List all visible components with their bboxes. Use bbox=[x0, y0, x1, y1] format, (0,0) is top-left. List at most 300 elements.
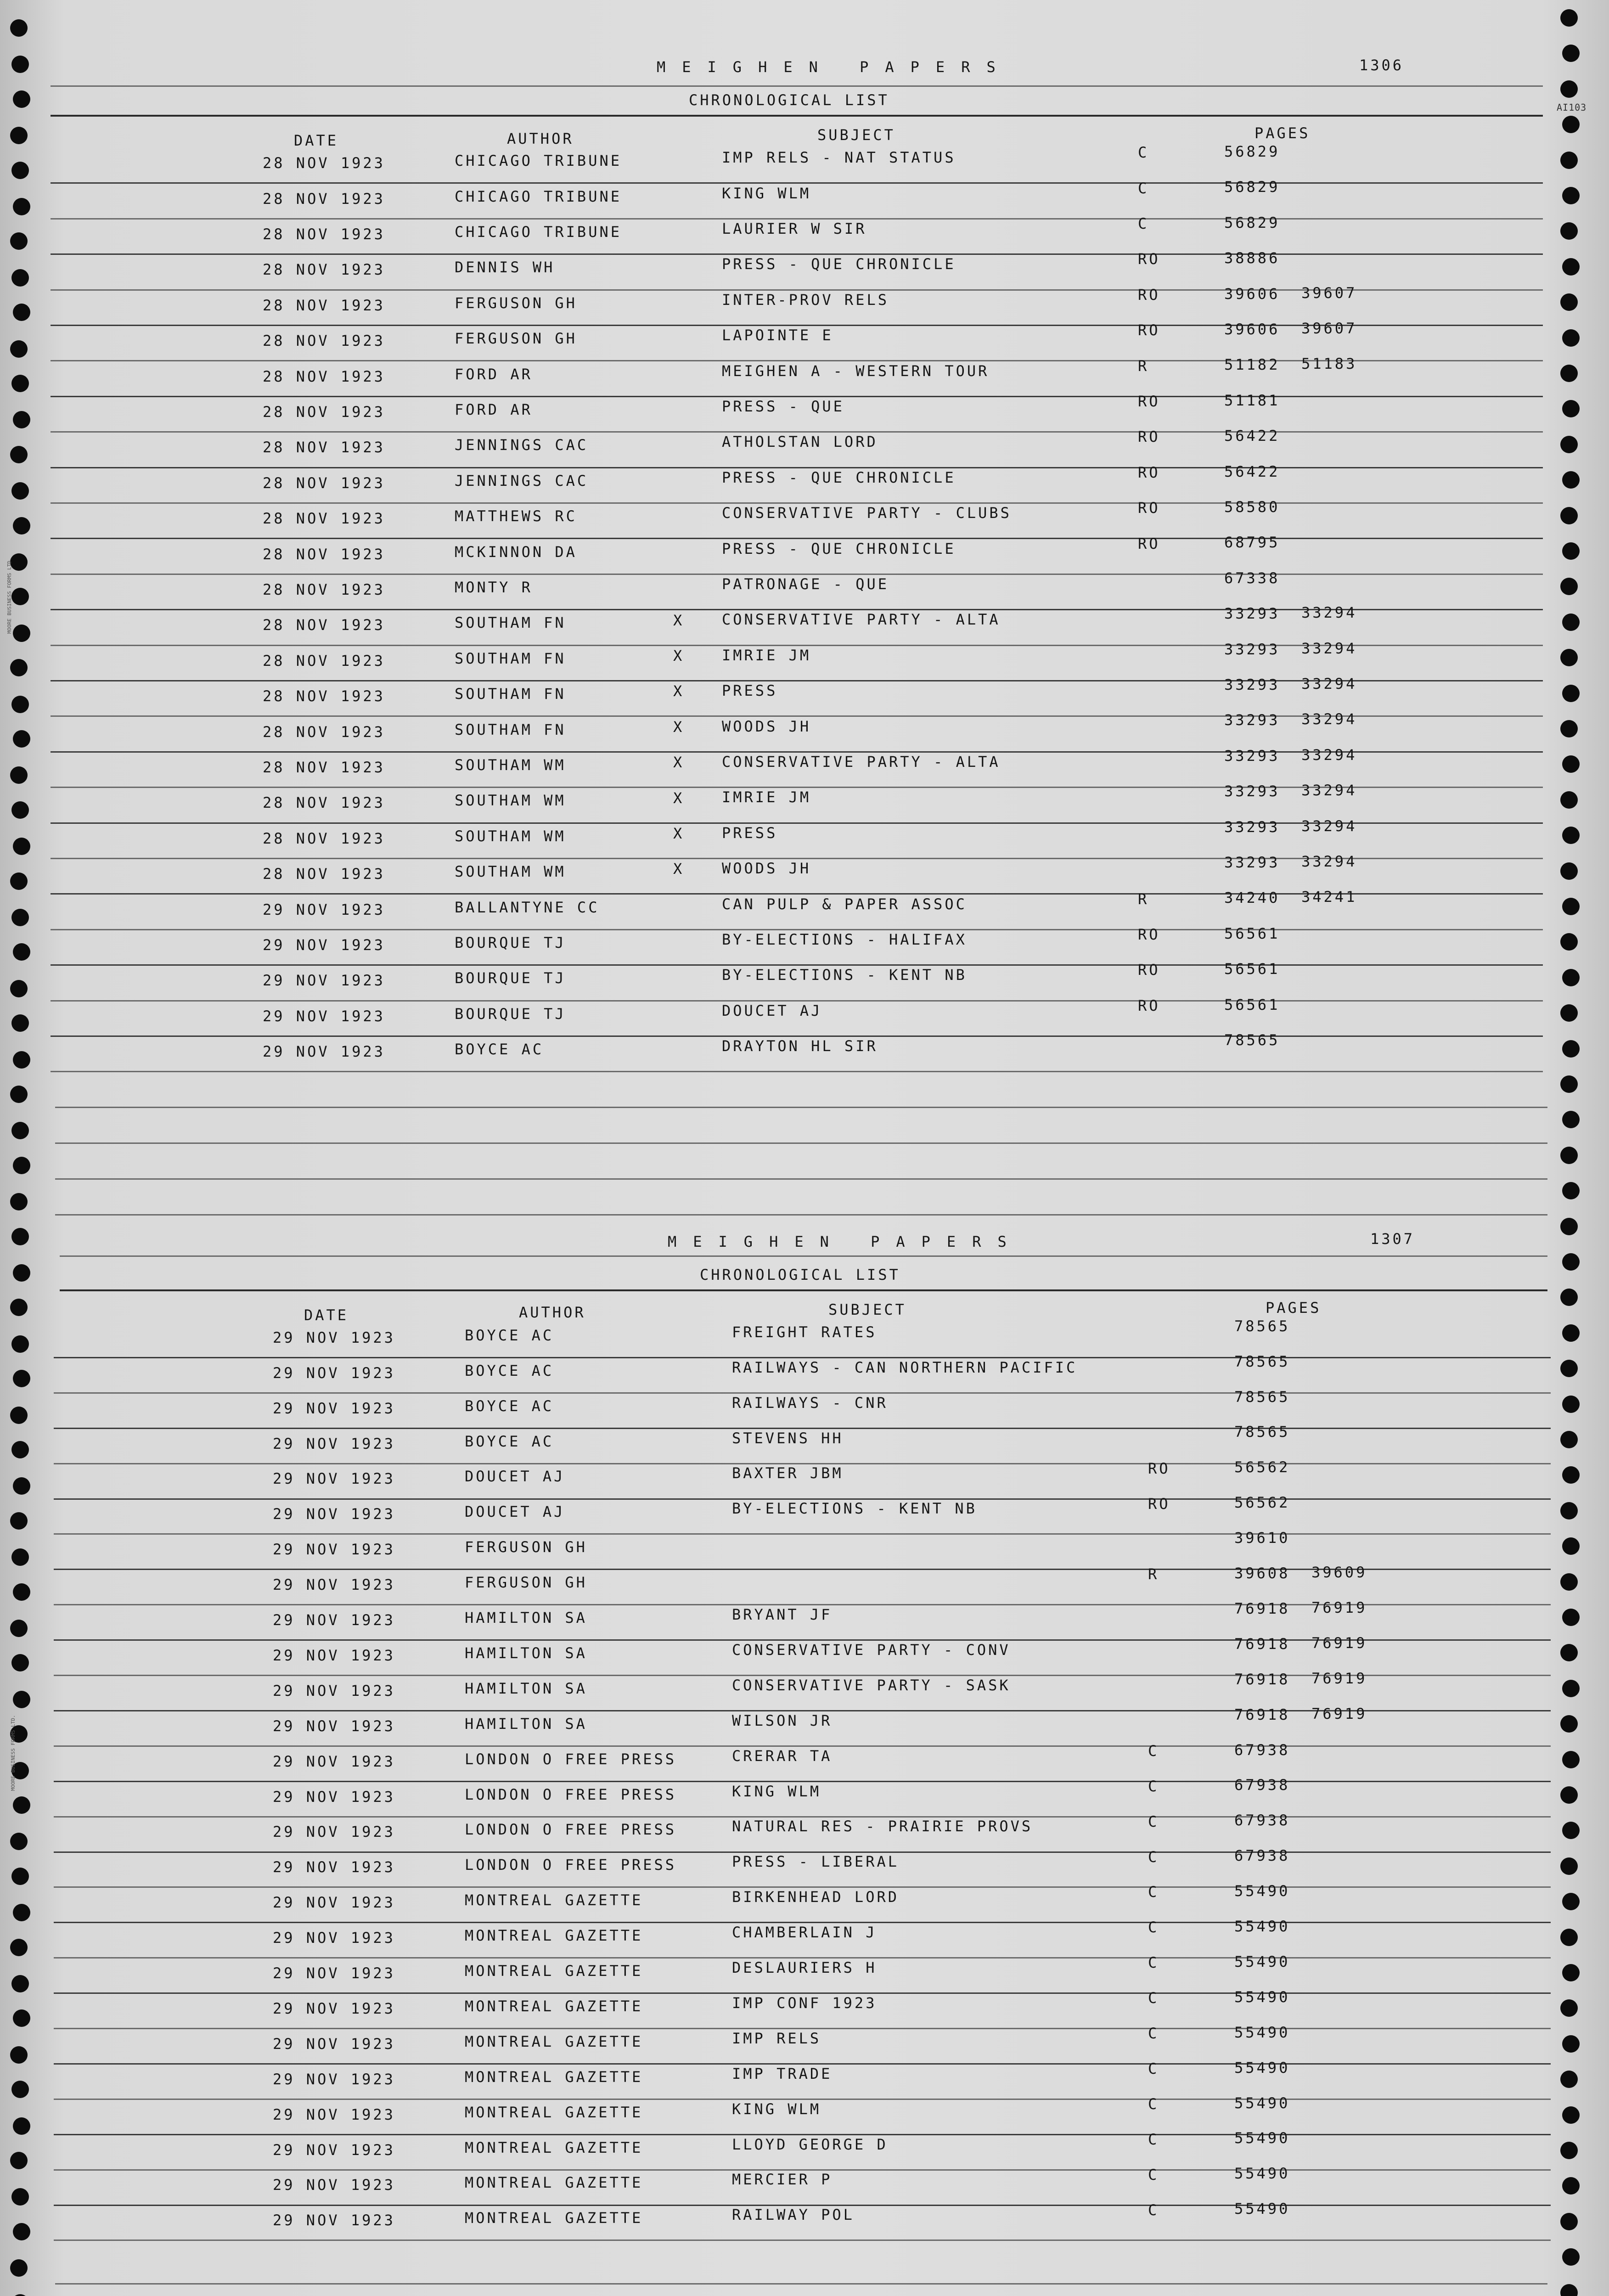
cell-date: 29 NOV 1923 bbox=[263, 972, 385, 990]
cell-author: BOYCE AC bbox=[465, 1432, 554, 1450]
cell-subject: BIRKENHEAD LORD bbox=[732, 1888, 899, 1906]
cell-page-start: 78565 bbox=[1234, 1388, 1290, 1406]
feed-hole bbox=[13, 1157, 30, 1174]
row-rule bbox=[54, 1816, 1551, 1818]
cell-author: MONTREAL GAZETTE bbox=[465, 2103, 643, 2121]
cell-page-start: 78565 bbox=[1224, 1031, 1280, 1049]
cell-date: 28 NOV 1923 bbox=[263, 687, 385, 705]
cell-date: 29 NOV 1923 bbox=[273, 1823, 395, 1841]
cell-page-start: 51181 bbox=[1224, 391, 1280, 409]
cell-author: FORD AR bbox=[455, 400, 533, 418]
cell-code: C bbox=[1148, 1954, 1159, 1972]
row-rule bbox=[54, 1498, 1551, 1500]
feed-hole bbox=[10, 446, 28, 463]
feed-hole bbox=[11, 269, 29, 287]
cell-subject: BRYANT JF bbox=[732, 1606, 833, 1624]
cell-subject: PRESS - LIBERAL bbox=[732, 1853, 899, 1871]
cell-page-end: 51183 bbox=[1301, 355, 1357, 373]
row-rule bbox=[51, 538, 1543, 539]
cell-page-start: 33293 bbox=[1224, 747, 1280, 765]
row-rule bbox=[54, 1745, 1551, 1747]
cell-date: 29 NOV 1923 bbox=[273, 1646, 395, 1664]
cell-flag: X bbox=[673, 860, 685, 878]
feed-hole bbox=[13, 1796, 30, 1814]
row-rule bbox=[54, 1851, 1551, 1853]
feed-hole bbox=[1560, 1786, 1578, 1804]
cell-page-start: 55490 bbox=[1234, 2094, 1290, 2112]
cell-author: SOUTHAM WM bbox=[455, 827, 566, 845]
cell-date: 29 NOV 1923 bbox=[273, 1328, 395, 1346]
cell-subject: IMRIE JM bbox=[722, 646, 811, 664]
feed-hole bbox=[1562, 1537, 1580, 1555]
cell-flag: X bbox=[673, 754, 685, 771]
feed-hole bbox=[13, 2009, 30, 2027]
cell-author: HAMILTON SA bbox=[465, 1609, 587, 1627]
cell-page-start: 78565 bbox=[1234, 1352, 1290, 1370]
feed-hole bbox=[11, 1335, 29, 1353]
feed-hole bbox=[1560, 9, 1578, 27]
col-header-subject: SUBJECT bbox=[817, 126, 895, 144]
cell-page-start: 68795 bbox=[1224, 534, 1280, 551]
cell-author: MONTREAL GAZETTE bbox=[465, 1962, 643, 1980]
feed-hole bbox=[1562, 969, 1580, 986]
feed-hole bbox=[13, 304, 30, 321]
cell-page-start: 39606 bbox=[1224, 285, 1280, 303]
feed-hole bbox=[1560, 1431, 1578, 1448]
right-tractor-holes bbox=[1560, 0, 1588, 2296]
feed-hole bbox=[1560, 293, 1578, 311]
header-rule bbox=[51, 85, 1543, 87]
cell-date: 28 NOV 1923 bbox=[263, 616, 385, 634]
cell-subject: DOUCET AJ bbox=[722, 1002, 822, 1019]
cell-subject: NATURAL RES - PRAIRIE PROVS bbox=[732, 1818, 1033, 1835]
feed-hole bbox=[10, 980, 28, 997]
row-rule bbox=[54, 2099, 1551, 2100]
cell-flag: X bbox=[673, 647, 685, 664]
row-rule bbox=[51, 218, 1543, 219]
feed-hole bbox=[1562, 1680, 1580, 1697]
cell-code: C bbox=[1138, 215, 1149, 233]
feed-hole bbox=[1560, 1929, 1578, 1946]
row-rule bbox=[54, 1886, 1551, 1888]
cell-author: CHICAGO TRIBUNE bbox=[455, 223, 622, 241]
cell-date: 29 NOV 1923 bbox=[273, 1752, 395, 1770]
cell-code: RO bbox=[1138, 499, 1160, 517]
cell-date: 29 NOV 1923 bbox=[273, 2035, 395, 2053]
feed-hole bbox=[1562, 542, 1580, 560]
section-title: MEIGHEN PAPERS bbox=[668, 1233, 1023, 1250]
cell-author: LONDON O FREE PRESS bbox=[465, 1821, 677, 1839]
cell-date: 29 NOV 1923 bbox=[273, 1611, 395, 1629]
feed-hole bbox=[13, 411, 30, 428]
feed-hole bbox=[10, 659, 28, 676]
feed-hole bbox=[10, 2152, 28, 2169]
feed-hole bbox=[1562, 1609, 1580, 1626]
cell-author: CHICAGO TRIBUNE bbox=[455, 152, 622, 170]
feed-hole bbox=[10, 19, 28, 37]
cell-author: FERGUSON GH bbox=[465, 1538, 587, 1556]
cell-date: 29 NOV 1923 bbox=[273, 1399, 395, 1417]
cell-author: MONTREAL GAZETTE bbox=[465, 2174, 643, 2192]
cell-date: 28 NOV 1923 bbox=[263, 403, 385, 421]
section-title: MEIGHEN PAPERS bbox=[657, 58, 1012, 76]
cell-subject: PRESS bbox=[722, 824, 778, 842]
list-subtitle: CHRONOLOGICAL LIST bbox=[689, 91, 889, 109]
feed-hole bbox=[10, 127, 28, 144]
cell-page-start: 56562 bbox=[1234, 1494, 1290, 1512]
row-rule bbox=[54, 1781, 1551, 1782]
cell-page-start: 55490 bbox=[1234, 2200, 1290, 2218]
cell-author: HAMILTON SA bbox=[465, 1679, 587, 1697]
cell-author: SOUTHAM WM bbox=[455, 756, 566, 774]
blank-rule bbox=[55, 1178, 1547, 1180]
cell-date: 28 NOV 1923 bbox=[263, 829, 385, 847]
cell-page-end: 34241 bbox=[1301, 888, 1357, 906]
row-rule bbox=[51, 1071, 1543, 1072]
cell-author: HAMILTON SA bbox=[465, 1715, 587, 1733]
cell-code: C bbox=[1148, 1919, 1159, 1936]
cell-date: 29 NOV 1923 bbox=[273, 1999, 395, 2017]
cell-subject: PRESS - QUE bbox=[722, 397, 844, 415]
feed-hole bbox=[1562, 2248, 1580, 2266]
feed-hole bbox=[1560, 578, 1578, 595]
cell-code: R bbox=[1138, 357, 1149, 375]
cell-date: 29 NOV 1923 bbox=[273, 1964, 395, 1982]
cell-author: CHICAGO TRIBUNE bbox=[455, 187, 622, 205]
row-rule bbox=[51, 467, 1543, 468]
col-header-author: AUTHOR bbox=[519, 1304, 586, 1321]
row-rule bbox=[51, 1035, 1543, 1037]
cell-subject: BY-ELECTIONS - HALIFAX bbox=[722, 930, 967, 948]
cell-author: SOUTHAM WM bbox=[455, 792, 566, 810]
cell-date: 29 NOV 1923 bbox=[273, 1929, 395, 1947]
cell-author: MONTY R bbox=[455, 578, 533, 596]
feed-hole bbox=[1562, 2106, 1580, 2124]
feed-hole bbox=[11, 1548, 29, 1566]
cell-author: BOYCE AC bbox=[465, 1397, 554, 1415]
feed-hole bbox=[10, 2259, 28, 2277]
cell-author: JENNINGS CAC bbox=[455, 472, 589, 490]
cell-subject: CONSERVATIVE PARTY - ALTA bbox=[722, 753, 1001, 771]
cell-subject: IMP CONF 1923 bbox=[732, 1994, 877, 2012]
row-rule bbox=[54, 2240, 1551, 2241]
cell-author: BOURQUE TJ bbox=[455, 1005, 566, 1023]
cell-author: LONDON O FREE PRESS bbox=[465, 1856, 677, 1874]
cell-page-start: 67938 bbox=[1234, 1741, 1290, 1759]
cell-page-start: 33293 bbox=[1224, 854, 1280, 871]
cell-code: RO bbox=[1138, 393, 1160, 411]
feed-hole bbox=[1562, 329, 1580, 347]
row-rule bbox=[54, 2205, 1551, 2206]
cell-subject: BY-ELECTIONS - KENT NB bbox=[722, 966, 967, 984]
cell-date: 28 NOV 1923 bbox=[263, 261, 385, 279]
feed-hole bbox=[13, 198, 30, 215]
subtitle-rule bbox=[60, 1289, 1547, 1291]
blank-rule bbox=[55, 1142, 1547, 1144]
cell-page-start: 55490 bbox=[1234, 2059, 1290, 2077]
feed-hole bbox=[1562, 898, 1580, 915]
feed-hole bbox=[13, 2223, 30, 2240]
feed-hole bbox=[1560, 1218, 1578, 1235]
cell-page-start: 76918 bbox=[1234, 1599, 1290, 1617]
blank-rule bbox=[55, 1107, 1547, 1108]
cell-page-start: 76918 bbox=[1234, 1670, 1290, 1688]
feed-hole bbox=[1560, 1360, 1578, 1377]
feed-hole bbox=[1560, 2213, 1578, 2230]
feed-hole bbox=[11, 909, 29, 926]
cell-date: 29 NOV 1923 bbox=[273, 2105, 395, 2123]
cell-subject: PRESS - QUE CHRONICLE bbox=[722, 468, 956, 486]
feed-hole bbox=[1562, 116, 1580, 133]
feed-hole bbox=[1562, 1466, 1580, 1484]
row-rule bbox=[54, 1922, 1551, 1923]
edge-imprint: MOORE BUSINESS FORMS LTD. bbox=[6, 557, 12, 634]
feed-hole bbox=[1562, 187, 1580, 204]
cell-page-start: 55490 bbox=[1234, 1918, 1290, 1936]
feed-hole bbox=[10, 1193, 28, 1210]
cell-page-start: 56829 bbox=[1224, 178, 1280, 196]
cell-page-start: 56422 bbox=[1224, 427, 1280, 445]
cell-page-start: 78565 bbox=[1234, 1423, 1290, 1441]
blank-rule bbox=[55, 2283, 1547, 2285]
cell-subject: INTER-PROV RELS bbox=[722, 291, 889, 309]
cell-author: DOUCET AJ bbox=[465, 1468, 565, 1486]
cell-author: MONTREAL GAZETTE bbox=[465, 1997, 643, 2015]
cell-subject: CONSERVATIVE PARTY - CLUBS bbox=[722, 504, 1012, 522]
cell-subject: LAURIER W SIR bbox=[722, 219, 867, 237]
cell-date: 28 NOV 1923 bbox=[263, 545, 385, 563]
cell-subject: KING WLM bbox=[732, 1782, 821, 1800]
feed-hole bbox=[13, 1477, 30, 1495]
cell-code: RO bbox=[1138, 428, 1160, 446]
cell-author: MATTHEWS RC bbox=[455, 507, 577, 525]
cell-subject: PATRONAGE - QUE bbox=[722, 575, 889, 593]
edge-imprint-lower: MOORE BUSINESS FORMS LTD. bbox=[10, 1715, 16, 1791]
feed-hole bbox=[11, 1014, 29, 1032]
feed-hole bbox=[1560, 365, 1578, 382]
feed-hole bbox=[11, 1868, 29, 1885]
cell-date: 29 NOV 1923 bbox=[273, 1717, 395, 1735]
cell-page-start: 67938 bbox=[1234, 1812, 1290, 1829]
cell-code: C bbox=[1148, 1812, 1159, 1830]
feed-hole bbox=[1560, 2284, 1578, 2296]
cell-code: RO bbox=[1148, 1495, 1170, 1513]
cell-page-start: 67938 bbox=[1234, 1776, 1290, 1794]
cell-subject: KING WLM bbox=[722, 184, 811, 202]
cell-code: C bbox=[1148, 2095, 1159, 2113]
cell-subject: RAILWAYS - CNR bbox=[732, 1394, 888, 1412]
cell-code: C bbox=[1148, 2025, 1159, 2042]
cell-code: R bbox=[1138, 890, 1149, 908]
cell-page-end: 33294 bbox=[1301, 675, 1357, 692]
cell-author: HAMILTON SA bbox=[465, 1644, 587, 1662]
row-rule bbox=[51, 964, 1543, 966]
cell-page-start: 67938 bbox=[1234, 1847, 1290, 1865]
cell-subject: KING WLM bbox=[732, 2100, 821, 2118]
cell-code: C bbox=[1148, 1989, 1159, 2007]
feed-hole bbox=[1560, 80, 1578, 98]
feed-hole bbox=[1560, 1573, 1578, 1591]
cell-code: RO bbox=[1138, 996, 1160, 1014]
row-rule bbox=[54, 1463, 1551, 1464]
feed-hole bbox=[1562, 755, 1580, 773]
cell-page-start: 51182 bbox=[1224, 356, 1280, 374]
cell-subject: PRESS - QUE CHRONICLE bbox=[722, 255, 956, 273]
feed-hole bbox=[1560, 436, 1578, 453]
feed-hole bbox=[11, 375, 29, 392]
cell-subject: RAILWAYS - CAN NORTHERN PACIFIC bbox=[732, 1358, 1078, 1376]
cell-author: BOYCE AC bbox=[455, 1041, 544, 1058]
feed-hole bbox=[11, 801, 29, 819]
feed-hole bbox=[13, 90, 30, 108]
feed-hole bbox=[1562, 613, 1580, 631]
cell-code: C bbox=[1148, 2166, 1159, 2183]
feed-hole bbox=[13, 1691, 30, 1708]
cell-code: RO bbox=[1138, 926, 1160, 944]
cell-page-start: 33293 bbox=[1224, 605, 1280, 623]
cell-subject: CONSERVATIVE PARTY - ALTA bbox=[722, 611, 1001, 629]
feed-hole bbox=[1560, 1502, 1578, 1519]
feed-hole bbox=[11, 1654, 29, 1671]
feed-hole bbox=[1560, 649, 1578, 666]
cell-flag: X bbox=[673, 611, 685, 629]
feed-hole bbox=[11, 1228, 29, 1245]
cell-date: 28 NOV 1923 bbox=[263, 865, 385, 883]
cell-date: 28 NOV 1923 bbox=[263, 367, 385, 385]
col-header-author: AUTHOR bbox=[507, 130, 574, 147]
feed-hole bbox=[10, 553, 28, 571]
row-rule bbox=[54, 1428, 1551, 1429]
feed-hole bbox=[1560, 1999, 1578, 2017]
cell-date: 29 NOV 1923 bbox=[273, 1435, 395, 1452]
cell-page-start: 56422 bbox=[1224, 462, 1280, 480]
cell-page-start: 56829 bbox=[1224, 143, 1280, 160]
cell-flag: X bbox=[673, 718, 685, 736]
cell-subject: PRESS - QUE CHRONICLE bbox=[722, 540, 956, 557]
feed-hole bbox=[10, 232, 28, 250]
cell-author: BALLANTYNE CC bbox=[455, 898, 600, 916]
col-header-date: DATE bbox=[304, 1306, 349, 1324]
cell-code: C bbox=[1148, 2201, 1159, 2219]
feed-hole bbox=[1560, 1289, 1578, 1306]
col-header-subject: SUBJECT bbox=[828, 1301, 906, 1318]
feed-hole bbox=[13, 625, 30, 642]
cell-subject: FREIGHT RATES bbox=[732, 1323, 877, 1341]
cell-author: MONTREAL GAZETTE bbox=[465, 2138, 643, 2156]
cell-subject: CRERAR TA bbox=[732, 1747, 833, 1765]
feed-hole bbox=[1560, 720, 1578, 737]
feed-hole bbox=[13, 517, 30, 535]
feed-hole bbox=[10, 1512, 28, 1530]
feed-hole bbox=[1560, 152, 1578, 169]
cell-date: 28 NOV 1923 bbox=[263, 652, 385, 670]
cell-author: FORD AR bbox=[455, 365, 533, 383]
feed-hole bbox=[10, 1939, 28, 1956]
cell-author: FERGUSON GH bbox=[455, 330, 577, 348]
cell-date: 29 NOV 1923 bbox=[263, 900, 385, 918]
feed-hole bbox=[1562, 1822, 1580, 1839]
feed-hole bbox=[10, 2046, 28, 2064]
cell-subject: IMP TRADE bbox=[732, 2065, 833, 2082]
blank-rule bbox=[55, 1214, 1547, 1216]
cell-author: SOUTHAM FN bbox=[455, 649, 566, 667]
cell-page-start: 55490 bbox=[1234, 1882, 1290, 1900]
cell-subject: BY-ELECTIONS - KENT NB bbox=[732, 1500, 977, 1518]
row-rule bbox=[51, 929, 1543, 930]
feed-hole bbox=[11, 1441, 29, 1458]
row-rule bbox=[51, 253, 1543, 255]
cell-code: C bbox=[1148, 1742, 1159, 1760]
cell-author: SOUTHAM FN bbox=[455, 720, 566, 738]
cell-subject: CAN PULP & PAPER ASSOC bbox=[722, 895, 967, 913]
cell-flag: X bbox=[673, 825, 685, 842]
cell-page-end: 39607 bbox=[1301, 284, 1357, 302]
row-rule bbox=[51, 431, 1543, 433]
feed-hole bbox=[1562, 258, 1580, 276]
cell-flag: X bbox=[673, 682, 685, 700]
cell-page-end: 33294 bbox=[1301, 817, 1357, 835]
cell-date: 29 NOV 1923 bbox=[273, 1364, 395, 1382]
cell-date: 28 NOV 1923 bbox=[263, 439, 385, 456]
feed-hole bbox=[1560, 1075, 1578, 1093]
cell-code: C bbox=[1148, 1848, 1159, 1866]
cell-author: BOYCE AC bbox=[465, 1362, 554, 1379]
cell-author: MONTREAL GAZETTE bbox=[465, 1891, 643, 1909]
feed-hole bbox=[1562, 1253, 1580, 1271]
feed-hole bbox=[1562, 1182, 1580, 1199]
feed-hole bbox=[1560, 507, 1578, 524]
cell-author: JENNINGS CAC bbox=[455, 436, 589, 454]
cell-date: 29 NOV 1923 bbox=[273, 1505, 395, 1523]
cell-date: 28 NOV 1923 bbox=[263, 758, 385, 776]
cell-page-end: 39609 bbox=[1311, 1564, 1367, 1581]
cell-date: 29 NOV 1923 bbox=[273, 1576, 395, 1594]
left-tractor-holes bbox=[10, 0, 38, 2296]
feed-hole bbox=[11, 1975, 29, 1992]
cell-subject: WOODS JH bbox=[722, 717, 811, 735]
feed-hole bbox=[1562, 2177, 1580, 2195]
feed-hole bbox=[1560, 1147, 1578, 1164]
cell-author: MCKINNON DA bbox=[455, 543, 577, 561]
feed-hole bbox=[1560, 222, 1578, 240]
feed-hole bbox=[1562, 400, 1580, 417]
row-rule bbox=[51, 574, 1543, 575]
feed-hole bbox=[11, 482, 29, 500]
feed-hole bbox=[1560, 791, 1578, 809]
feed-hole bbox=[13, 1583, 30, 1601]
cell-page-start: 55490 bbox=[1234, 1953, 1290, 1970]
cell-page-start: 39608 bbox=[1234, 1564, 1290, 1582]
row-rule bbox=[54, 2134, 1551, 2135]
cell-date: 28 NOV 1923 bbox=[263, 794, 385, 812]
cell-subject: CONSERVATIVE PARTY - SASK bbox=[732, 1676, 1011, 1694]
cell-date: 29 NOV 1923 bbox=[273, 2070, 395, 2088]
cell-page-start: 39610 bbox=[1234, 1529, 1290, 1547]
cell-page-start: 33293 bbox=[1224, 640, 1280, 658]
feed-hole bbox=[1562, 471, 1580, 489]
feed-hole bbox=[13, 1904, 30, 1921]
feed-hole bbox=[10, 872, 28, 890]
feed-hole bbox=[1562, 685, 1580, 702]
cell-page-start: 58580 bbox=[1224, 498, 1280, 516]
cell-page-end: 33294 bbox=[1301, 746, 1357, 764]
cell-date: 28 NOV 1923 bbox=[263, 723, 385, 741]
cell-flag: X bbox=[673, 789, 685, 807]
feed-hole bbox=[10, 1086, 28, 1103]
row-rule bbox=[51, 502, 1543, 504]
list-subtitle: CHRONOLOGICAL LIST bbox=[700, 1266, 900, 1283]
cell-author: LONDON O FREE PRESS bbox=[465, 1785, 677, 1803]
